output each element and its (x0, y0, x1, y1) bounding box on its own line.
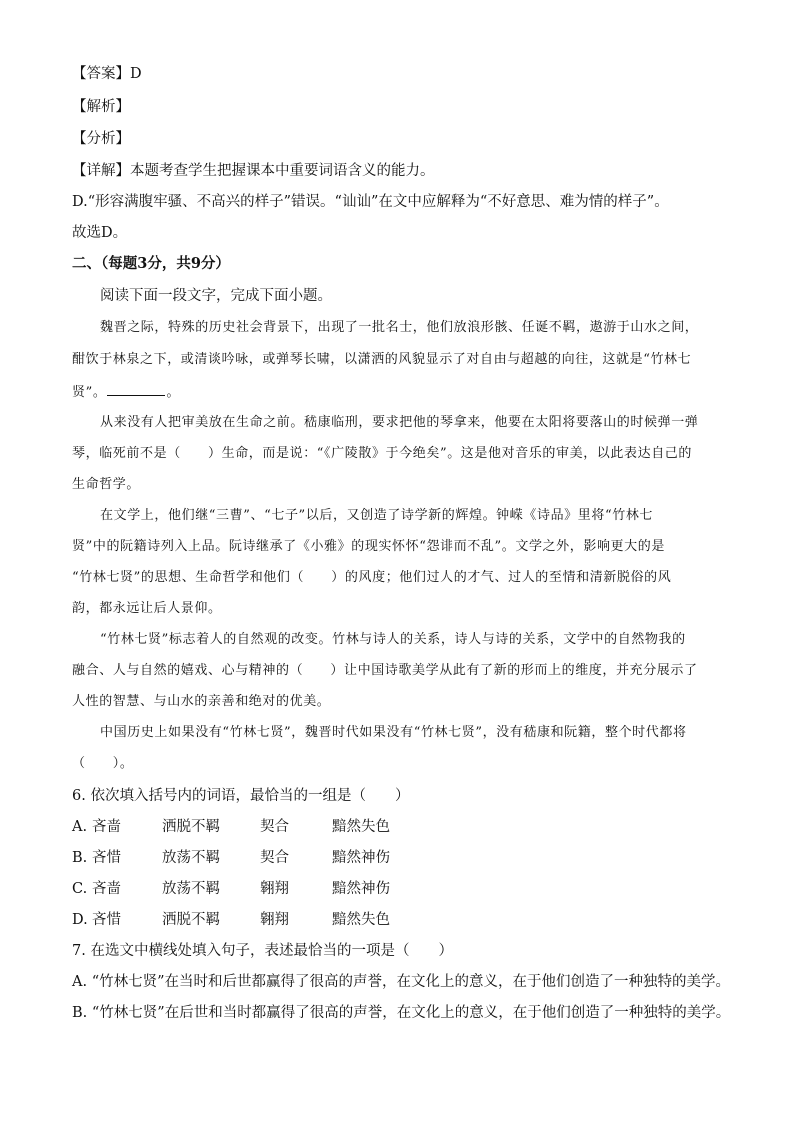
xiangjie-line: 【详解】本题考查学生把握课本中重要词语含义的能力。 (72, 163, 435, 179)
passage-line: 从来没有人把审美放在生命之前。嵇康临刑，要求把他的琴拿来，他要在太阳将要落山的时候弹一弹 (100, 415, 699, 430)
option-word: 放荡不羁 (162, 881, 220, 897)
passage-line: 韵，都永远让后人景仰。 (72, 601, 222, 616)
option-word: 黯然神伤 (332, 881, 390, 897)
option-word: 契合 (260, 850, 289, 866)
passage-line: 魏晋之际，特殊的历史社会背景下，出现了一批名士，他们放浪形骸、任诞不羁，遨游于山水之间， (100, 320, 699, 335)
option-word: 吝惜 (92, 850, 121, 866)
passage-line: 酣饮于林泉之下，或清谈吟咏，或弹琴长啸，以潇洒的风貌显示了对自由与超越的向往，这就是“竹林七 (72, 352, 692, 367)
passage-line: 人性的智慧、与山水的亲善和绝对的优美。 (72, 694, 331, 709)
question-6-stem: 6. 依次填入括号内的词语，最恰当的一组是（ ） (72, 788, 410, 804)
option-letter: A. (72, 819, 88, 835)
fill-blank (107, 381, 165, 396)
option-word: 契合 (260, 819, 289, 835)
option-word: 吝惜 (92, 912, 121, 928)
option-word: 洒脱不羁 (162, 912, 220, 928)
passage-line (72, 381, 180, 403)
explain-d-line: D.“形容满腹牢骚、不高兴的样子”错误。“讪讪”在文中应解释为“不好意思、难为情的样子”。 (72, 194, 669, 210)
passage-line: “竹林七贤”的思想、生命哲学和他们（ ）的风度；他们过人的才气、过人的至情和清新脱俗的风 (72, 570, 672, 585)
passage-line: （ ）。 (72, 756, 134, 771)
section-heading: 二、（每题3分，共9分） (72, 255, 230, 272)
passage-line: 生命哲学。 (72, 477, 141, 492)
jiexi-heading: 【解析】 (72, 99, 130, 115)
q7-option-b: B. “竹林七贤”在后世和当时都赢得了很高的声誉，在文化上的意义，在于他们创造了一种独特的美学。 (72, 1005, 731, 1021)
q6-option-a (72, 817, 390, 837)
option-word: 翱翔 (260, 881, 289, 897)
q6-option-b (72, 848, 390, 868)
option-word: 黯然失色 (332, 912, 390, 928)
passage-text: 贤”。 (72, 385, 107, 400)
answer-line (72, 64, 142, 84)
passage-line: 琴，临死前不是（ ）生命，而是说：“《广陵散》于今绝矣”。这是他对音乐的审美，以此表达自己的 (72, 446, 692, 461)
passage-line: 在文学上，他们继“三曹”、“七子”以后，又创造了诗学新的辉煌。钟嵘《诗品》里将“竹林七 (100, 508, 654, 523)
option-letter: D. (72, 912, 88, 928)
q6-option-d (72, 910, 390, 930)
option-word: 洒脱不羁 (162, 819, 220, 835)
option-word: 黯然神伤 (332, 850, 390, 866)
option-letter: C. (72, 881, 88, 897)
q6-option-c (72, 879, 390, 899)
fenxi-heading: 【分析】 (72, 131, 130, 147)
question-7-stem: 7. 在选文中横线处填入句子，表述最恰当的一项是（ ） (72, 943, 453, 959)
passage-line: “竹林七贤”标志着人的自然观的改变。竹林与诗人的关系，诗人与诗的关系，文学中的自然物我的 (100, 632, 686, 647)
conclusion-line: 故选D。 (72, 225, 128, 241)
answer-value: D (130, 66, 142, 82)
passage-line: 融合、人与自然的嬉戏、心与精神的（ ）让中国诗歌美学从此有了新的形而上的维度，并充分展示了 (72, 663, 698, 678)
answer-label: 【答案】 (72, 66, 130, 82)
passage-line: 贤”中的阮籍诗列入上品。阮诗继承了《小雅》的现实怀怀“怨诽而不乱”。文学之外，影响更大的是 (72, 539, 665, 554)
q7-option-a: A. “竹林七贤”在当时和后世都赢得了很高的声誉，在文化上的意义，在于他们创造了一种独特的美学。 (72, 974, 731, 990)
option-word: 黯然失色 (332, 819, 390, 835)
option-word: 吝啬 (92, 881, 121, 897)
option-word: 翱翔 (260, 912, 289, 928)
option-word: 放荡不羁 (162, 850, 220, 866)
instruction-line: 阅读下面一段文字，完成下面小题。 (100, 288, 332, 304)
option-letter: B. (72, 850, 88, 866)
option-word: 吝啬 (92, 819, 121, 835)
passage-text: 。 (166, 385, 181, 400)
passage-line: 中国历史上如果没有“竹林七贤”，魏晋时代如果没有“竹林七贤”，没有嵇康和阮籍，整个时代都将 (100, 725, 687, 740)
